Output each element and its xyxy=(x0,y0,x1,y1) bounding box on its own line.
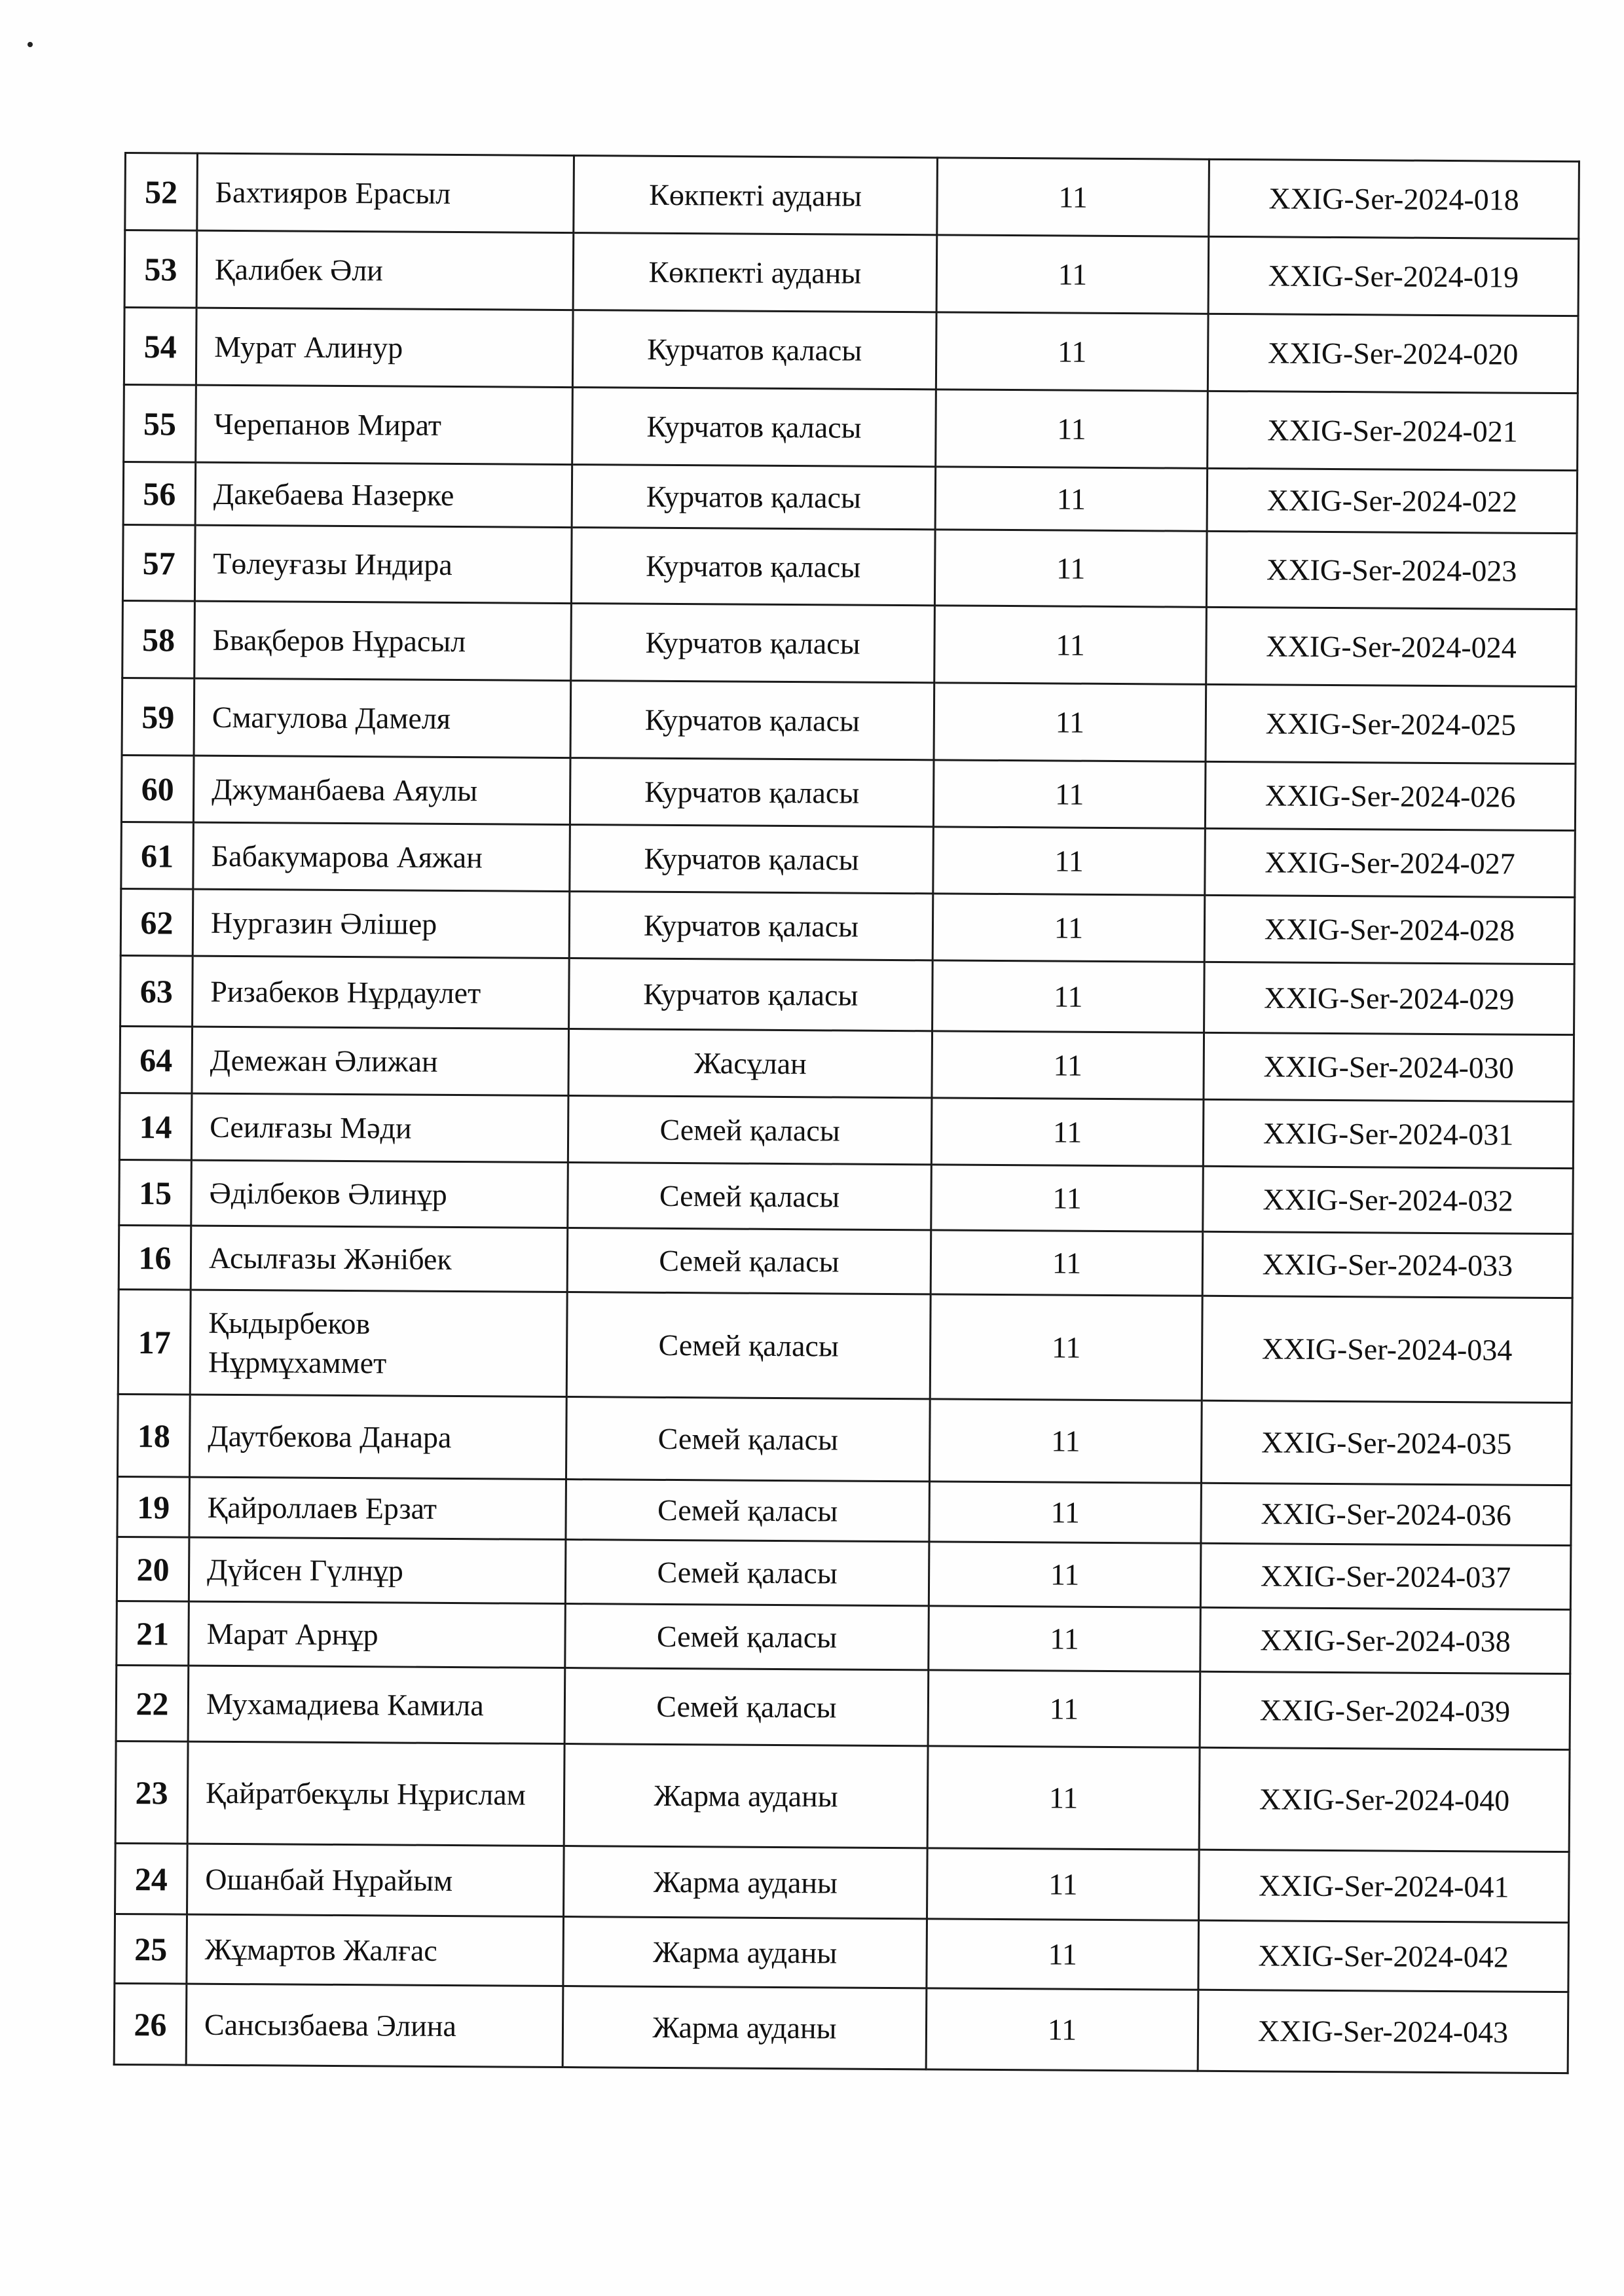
cell-code: XXIG-Ser-2024-034 xyxy=(1202,1296,1572,1402)
cell-code: XXIG-Ser-2024-031 xyxy=(1203,1099,1574,1168)
cell-code: XXIG-Ser-2024-028 xyxy=(1204,895,1575,964)
cell-district: Семей қаласы xyxy=(564,1668,929,1746)
cell-num: 57 xyxy=(122,524,195,601)
cell-district: Семей қаласы xyxy=(566,1480,930,1542)
cell-code: XXIG-Ser-2024-029 xyxy=(1204,962,1575,1034)
table-row xyxy=(123,462,1578,534)
table-row xyxy=(120,1026,1574,1101)
table-row xyxy=(121,755,1576,830)
cell-num: 53 xyxy=(124,230,197,308)
cell-code: XXIG-Ser-2024-030 xyxy=(1204,1032,1574,1101)
cell-district: Семей қаласы xyxy=(568,1096,932,1165)
cell-grade: 11 xyxy=(932,1031,1204,1099)
cell-grade: 11 xyxy=(931,1165,1204,1231)
cell-grade: 11 xyxy=(934,683,1206,761)
table-row xyxy=(116,1665,1570,1749)
cell-num: 60 xyxy=(121,755,194,822)
cell-code: XXIG-Ser-2024-021 xyxy=(1208,391,1578,470)
cell-num: 64 xyxy=(120,1026,193,1093)
cell-name: Демежан Әлижан xyxy=(192,1027,569,1095)
table-row xyxy=(119,1225,1573,1298)
table-row xyxy=(120,955,1575,1034)
cell-name: Марат Арнұр xyxy=(189,1601,566,1667)
cell-num: 26 xyxy=(114,1983,187,2065)
cell-district: Жарма ауданы xyxy=(564,1744,928,1848)
cell-grade: 11 xyxy=(931,1098,1204,1166)
cell-code: XXIG-Ser-2024-043 xyxy=(1198,1990,1568,2073)
cell-code: XXIG-Ser-2024-035 xyxy=(1201,1400,1572,1485)
cell-district: Семей қаласы xyxy=(567,1228,931,1294)
cell-grade: 11 xyxy=(927,1848,1200,1920)
table-row xyxy=(115,1741,1570,1851)
cell-num: 55 xyxy=(124,385,196,463)
table-row xyxy=(115,1843,1570,1922)
cell-grade: 11 xyxy=(932,894,1205,962)
cell-name: Асылғазы Жәнібек xyxy=(191,1226,568,1292)
cell-grade: 11 xyxy=(935,467,1208,531)
cell-num: 14 xyxy=(119,1093,192,1160)
cell-name: Ошанбай Нұрайым xyxy=(187,1844,564,1916)
cell-num: 21 xyxy=(117,1601,189,1666)
cell-code: XXIG-Ser-2024-019 xyxy=(1208,236,1579,316)
table-row xyxy=(124,230,1579,316)
cell-district: Курчатов қаласы xyxy=(570,758,934,827)
cell-name: Бахтияров Ерасыл xyxy=(197,153,574,232)
table-body xyxy=(114,153,1579,2073)
cell-name: Смагулова Дамеля xyxy=(194,678,571,757)
table-row xyxy=(124,385,1578,471)
cell-name: Мурат Алинур xyxy=(196,308,573,387)
cell-name: Нургазин Әлішер xyxy=(193,889,570,958)
cell-grade: 11 xyxy=(929,1482,1202,1543)
table-row xyxy=(115,1914,1569,1992)
cell-name: Жұмартов Жалғас xyxy=(187,1914,564,1986)
cell-name: Бабакумарова Аяжан xyxy=(193,822,570,891)
cell-num: 25 xyxy=(115,1914,187,1984)
cell-district: Курчатов қаласы xyxy=(571,604,935,683)
cell-code: XXIG-Ser-2024-037 xyxy=(1200,1543,1571,1609)
cell-code: XXIG-Ser-2024-027 xyxy=(1205,828,1576,897)
cell-name: Ризабеков Нұрдаулет xyxy=(193,956,570,1029)
cell-code: XXIG-Ser-2024-040 xyxy=(1199,1747,1570,1851)
cell-grade: 11 xyxy=(929,1542,1201,1607)
table-row xyxy=(125,153,1579,239)
cell-district: Семей қаласы xyxy=(565,1604,929,1670)
table-row xyxy=(117,1394,1572,1485)
cell-num: 23 xyxy=(115,1741,188,1844)
table-row xyxy=(117,1537,1571,1609)
cell-grade: 11 xyxy=(927,1746,1200,1850)
cell-district: Курчатов қаласы xyxy=(570,825,934,894)
cell-code: XXIG-Ser-2024-032 xyxy=(1203,1166,1574,1233)
cell-grade: 11 xyxy=(933,760,1206,828)
cell-code: XXIG-Ser-2024-018 xyxy=(1209,159,1579,238)
table-row xyxy=(120,888,1575,964)
table-row xyxy=(118,1289,1572,1402)
cell-district: Жасұлан xyxy=(568,1029,932,1098)
cell-code: XXIG-Ser-2024-039 xyxy=(1200,1671,1570,1749)
cell-num: 56 xyxy=(123,462,196,526)
table-row xyxy=(122,678,1576,763)
cell-name: Мухамадиева Камила xyxy=(188,1666,565,1743)
cell-num: 24 xyxy=(115,1843,188,1914)
cell-code: XXIG-Ser-2024-024 xyxy=(1206,607,1577,686)
table-row xyxy=(119,1093,1574,1168)
table-row xyxy=(124,308,1578,393)
cell-name: Қалибек Әли xyxy=(196,230,574,310)
cell-district: Семей қаласы xyxy=(565,1540,929,1606)
cell-name: Дакебаева Назерке xyxy=(195,462,572,527)
cell-code: XXIG-Ser-2024-038 xyxy=(1200,1607,1571,1673)
cell-code: XXIG-Ser-2024-041 xyxy=(1198,1850,1569,1922)
cell-name: Сансызбаева Элина xyxy=(186,1984,563,2067)
cell-name: Әділбеков Әлинұр xyxy=(191,1160,568,1228)
cell-num: 19 xyxy=(117,1476,190,1537)
cell-code: XXIG-Ser-2024-023 xyxy=(1206,531,1577,609)
cell-grade: 11 xyxy=(936,390,1208,468)
cell-num: 59 xyxy=(122,678,194,756)
cell-num: 18 xyxy=(117,1394,190,1477)
cell-code: XXIG-Ser-2024-036 xyxy=(1201,1483,1572,1545)
cell-name: Қайратбекұлы Нұрислам xyxy=(187,1741,564,1846)
cell-district: Семей қаласы xyxy=(568,1163,932,1230)
cell-district: Жарма ауданы xyxy=(564,1846,928,1919)
cell-num: 54 xyxy=(124,308,196,386)
cell-num: 22 xyxy=(116,1665,189,1741)
cell-name: Джуманбаева Аяулы xyxy=(193,756,570,824)
cell-district: Семей қаласы xyxy=(566,1292,931,1399)
cell-district: Көкпекті ауданы xyxy=(574,156,938,235)
cell-district: Курчатов қаласы xyxy=(571,528,935,606)
cell-num: 20 xyxy=(117,1537,189,1601)
cell-grade: 11 xyxy=(937,158,1209,236)
cell-name: Черепанов Мират xyxy=(196,385,573,464)
cell-district: Курчатов қаласы xyxy=(569,892,933,960)
cell-district: Семей қаласы xyxy=(566,1397,930,1482)
cell-name: Қайроллаев Ерзат xyxy=(189,1477,566,1539)
table-row xyxy=(119,1159,1574,1233)
cell-name: Сеилғазы Мәди xyxy=(191,1093,568,1162)
cell-code: XXIG-Ser-2024-042 xyxy=(1198,1920,1569,1992)
cell-district: Көкпекті ауданы xyxy=(573,233,937,312)
cell-grade: 11 xyxy=(929,1399,1202,1483)
cell-num: 52 xyxy=(125,153,198,231)
cell-grade: 11 xyxy=(934,530,1207,607)
table-row xyxy=(122,524,1577,609)
cell-grade: 11 xyxy=(926,1988,1198,2071)
cell-name: Даутбекова Данара xyxy=(189,1394,566,1479)
cell-grade: 11 xyxy=(936,312,1208,391)
table-row xyxy=(114,1983,1568,2073)
cell-code: XXIG-Ser-2024-020 xyxy=(1208,314,1578,393)
cell-district: Жарма ауданы xyxy=(563,1986,927,2069)
cell-district: Жарма ауданы xyxy=(563,1917,927,1988)
cell-num: 15 xyxy=(119,1159,192,1226)
cell-district: Курчатов қаласы xyxy=(569,958,933,1031)
table-row xyxy=(117,1476,1572,1545)
cell-num: 16 xyxy=(119,1225,191,1290)
scan-dot xyxy=(28,42,33,47)
cell-grade: 11 xyxy=(927,1919,1199,1990)
cell-num: 63 xyxy=(120,955,193,1027)
cell-grade: 11 xyxy=(934,606,1207,684)
cell-name: Қыдырбеков Нұрмұхаммет xyxy=(190,1290,567,1396)
cell-code: XXIG-Ser-2024-033 xyxy=(1202,1231,1573,1298)
cell-district: Курчатов қаласы xyxy=(570,681,934,760)
cell-name: Бвақберов Нұрасыл xyxy=(194,601,572,680)
cell-num: 62 xyxy=(120,888,193,956)
cell-code: XXIG-Ser-2024-022 xyxy=(1207,468,1578,533)
table-row xyxy=(121,822,1576,897)
cell-num: 61 xyxy=(121,822,194,889)
participants-table xyxy=(113,152,1580,2074)
table-row xyxy=(122,600,1577,686)
cell-name: Дүйсен Гүлнұр xyxy=(189,1537,566,1603)
cell-grade: 11 xyxy=(928,1670,1200,1747)
cell-name: Төлеуғазы Индира xyxy=(194,525,572,603)
cell-district: Курчатов қаласы xyxy=(572,465,936,530)
cell-grade: 11 xyxy=(936,235,1209,314)
cell-num: 17 xyxy=(118,1289,191,1394)
cell-district: Курчатов қаласы xyxy=(572,310,936,390)
cell-district: Курчатов қаласы xyxy=(572,388,936,467)
cell-grade: 11 xyxy=(933,827,1206,895)
cell-code: XXIG-Ser-2024-025 xyxy=(1206,684,1576,763)
cell-code: XXIG-Ser-2024-026 xyxy=(1205,761,1576,830)
cell-grade: 11 xyxy=(931,1230,1203,1296)
cell-grade: 11 xyxy=(932,960,1205,1032)
cell-num: 58 xyxy=(122,600,195,678)
cell-grade: 11 xyxy=(930,1294,1202,1400)
table-row xyxy=(117,1601,1571,1673)
cell-grade: 11 xyxy=(929,1606,1201,1671)
